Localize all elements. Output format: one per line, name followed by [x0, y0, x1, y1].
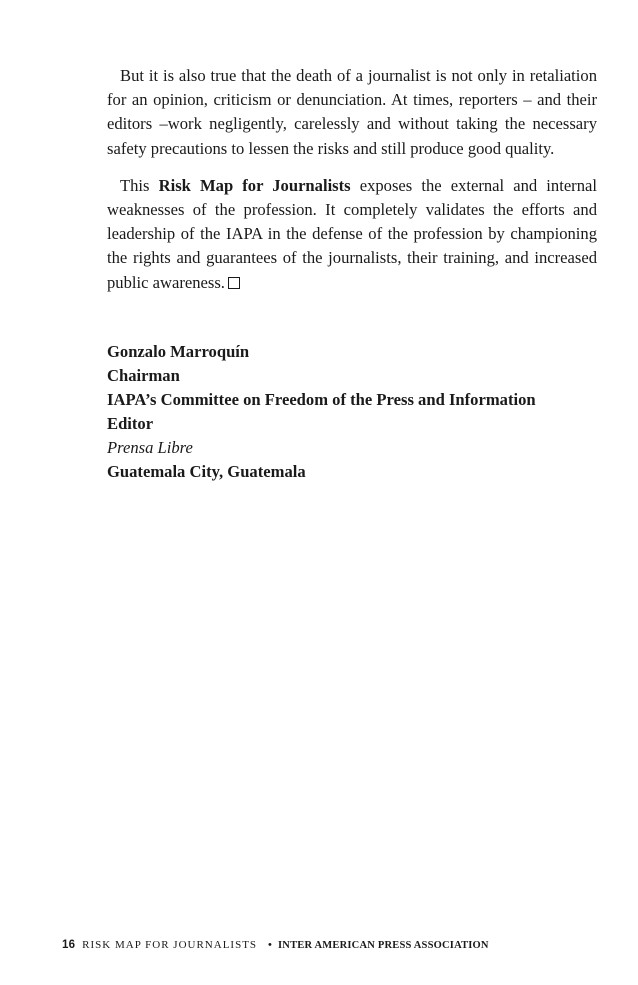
signatory-location: Guatemala City, Guatemala	[107, 462, 306, 481]
checkbox-icon	[228, 277, 240, 289]
signatory-publication: Prensa Libre	[107, 438, 193, 457]
footer-separator: •	[267, 939, 273, 951]
body-paragraph-2	[107, 174, 597, 295]
footer-publication: RISK MAP FOR JOURNALISTS	[82, 939, 258, 951]
paragraph-2-lead: This	[120, 175, 159, 195]
document-body	[107, 64, 597, 295]
footer-organization: INTER AMERICAN PRESS ASSOCIATION	[278, 940, 489, 951]
report-title-inline: Risk Map for Journalists	[158, 175, 351, 195]
page-number: 16	[62, 939, 76, 951]
signatory-title: Chairman	[107, 366, 180, 385]
signatory-role: Editor	[107, 414, 154, 433]
signature-block	[107, 340, 607, 484]
signatory-name: Gonzalo Marroquín	[107, 342, 250, 361]
page-footer	[62, 938, 489, 953]
paragraph-2-text: exposes the external and internal weaknesses of the profession. It completely validates the efforts and leadership of the IAPA in the defense of the profession by championing the rights and guarantees of the journalists, their training, and increased public awareness.	[107, 175, 597, 292]
body-paragraph-1: But it is also true that the death of a journalist is not only in retaliation for an opinion, criticism or denunciation. At times, reporters – and their editors –work negligently, carelessly and without taking the necessary safety precautions to lessen the risks and still produce good quality.	[107, 66, 597, 158]
signatory-committee: IAPA’s Committee on Freedom of the Press and Information	[107, 390, 536, 409]
